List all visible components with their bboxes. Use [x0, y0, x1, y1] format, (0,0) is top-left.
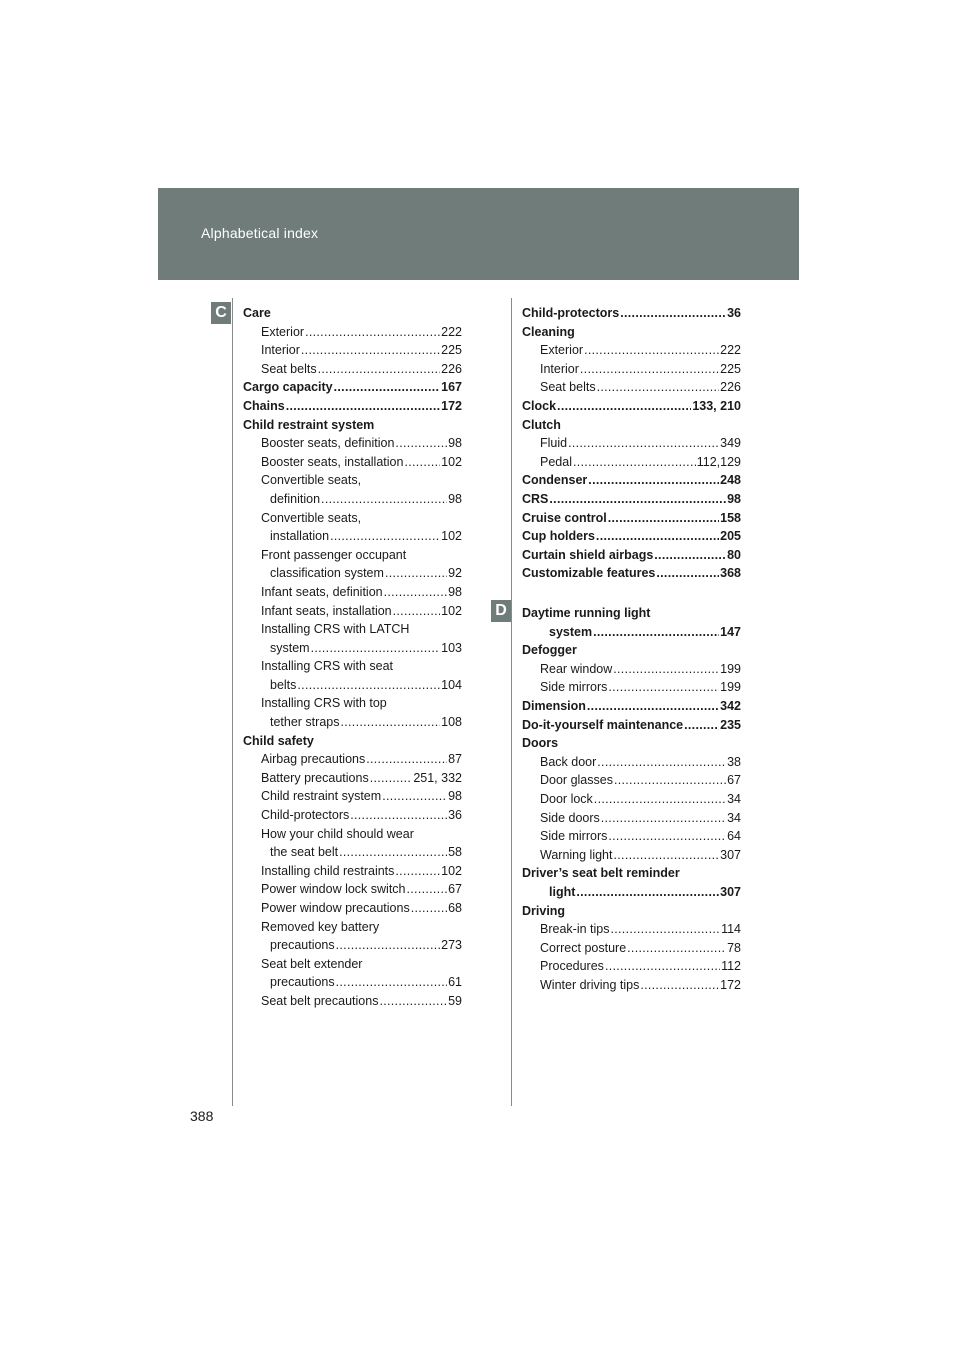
index-entry [243, 769, 462, 788]
dot-leader [395, 862, 440, 881]
index-entry-term: Door lock [540, 791, 593, 806]
index-entry-term: Front passenger occupant [261, 547, 407, 562]
index-entry-page[interactable]: 114 [721, 922, 741, 937]
column-divider-left [232, 298, 233, 1106]
index-entry-page[interactable]: 104 [441, 677, 462, 692]
index-entry-term: Exterior [261, 324, 305, 339]
index-entry-term: Interior [261, 343, 300, 358]
index-entry [522, 697, 741, 716]
index-entry [522, 753, 741, 772]
dot-leader [640, 976, 719, 995]
index-entry-term: Child safety [243, 733, 314, 748]
index-entry-page[interactable]: 199 [720, 661, 741, 676]
index-entry-page[interactable]: 225 [720, 361, 741, 376]
index-entry [522, 453, 741, 472]
dot-leader [370, 769, 413, 788]
index-entry-term: Fluid [540, 436, 568, 451]
index-entry-page[interactable]: 199 [720, 680, 741, 695]
index-entry-page[interactable]: 103 [441, 640, 462, 655]
index-entry [243, 843, 462, 862]
index-entry-page[interactable]: 67 [448, 882, 462, 897]
dot-leader [311, 639, 441, 658]
index-entry [522, 902, 741, 921]
dot-leader [588, 471, 719, 490]
dot-leader [384, 583, 447, 602]
index-entry-page[interactable]: 36 [448, 808, 462, 823]
index-entry [243, 471, 462, 490]
index-entry-page[interactable]: 98 [448, 789, 462, 804]
dot-leader [318, 360, 441, 379]
index-entry-term: How your child should wear [261, 826, 414, 841]
dot-leader [382, 787, 447, 806]
dot-leader [330, 527, 440, 546]
dot-leader [339, 843, 447, 862]
index-entry [243, 918, 462, 937]
index-entry-page[interactable]: 34 [727, 791, 741, 806]
index-entry-term: Break-in tips [540, 922, 610, 937]
index-entry-page[interactable]: 368 [720, 566, 741, 581]
index-entry [243, 676, 462, 695]
index-entry-page[interactable]: 133, 210 [692, 398, 741, 413]
index-entry-term: Do-it-yourself maintenance [522, 717, 684, 732]
dot-leader [610, 920, 720, 939]
dot-leader [654, 546, 726, 565]
section-tab-d: D [491, 600, 511, 622]
index-entry-page[interactable]: 78 [727, 940, 741, 955]
index-entry [243, 323, 462, 342]
dot-leader [395, 434, 447, 453]
index-entry [243, 713, 462, 732]
index-entry [243, 806, 462, 825]
index-entry [243, 416, 462, 435]
index-entry-page[interactable]: 307 [720, 884, 741, 899]
dot-leader [379, 992, 447, 1011]
index-entry [522, 976, 741, 995]
index-entry [243, 602, 462, 621]
index-entry-page[interactable]: 205 [720, 529, 741, 544]
page-number: 388 [190, 1108, 214, 1124]
header-band [158, 188, 799, 280]
index-entry-term: light [549, 884, 576, 899]
index-entry-page[interactable]: 112,129 [696, 454, 741, 469]
index-entry-term: system [270, 640, 310, 655]
index-entry [522, 527, 741, 546]
index-entry-page[interactable]: 68 [448, 901, 462, 915]
index-column-right-d [522, 604, 741, 994]
index-entry [243, 583, 462, 602]
index-entry [243, 304, 462, 323]
dot-leader [305, 323, 440, 342]
index-entry [522, 546, 741, 565]
index-entry-term: Installing CRS with top [261, 696, 387, 711]
index-entry-term: Driving [522, 903, 566, 918]
index-entry-term: Power window precautions [261, 901, 410, 915]
dot-leader [366, 750, 447, 769]
index-entry-term: precautions [270, 975, 335, 990]
dot-leader [350, 806, 447, 825]
index-entry-term: Interior [540, 361, 579, 376]
index-entry-term: Child-protectors [261, 808, 350, 823]
index-entry [243, 434, 462, 453]
index-entry-term: Winter driving tips [540, 977, 640, 992]
index-entry-term: Clock [522, 398, 557, 413]
index-entry [522, 304, 741, 323]
dot-leader [568, 434, 719, 453]
index-entry-page[interactable]: 225 [441, 343, 462, 358]
index-entry [243, 341, 462, 360]
index-entry [522, 434, 741, 453]
index-entry-term: Child-protectors [522, 306, 620, 320]
index-entry-page[interactable]: 98 [727, 491, 741, 506]
index-entry [522, 827, 741, 846]
index-entry [243, 453, 462, 472]
index-entry-term: Convertible seats, [261, 510, 362, 525]
index-entry-page[interactable]: 61 [448, 975, 462, 990]
index-entry-page[interactable]: 36 [727, 306, 741, 320]
index-entry-term: Doors [522, 736, 559, 751]
dot-leader [597, 378, 720, 397]
dot-leader [393, 602, 441, 621]
index-entry-term: Side mirrors [540, 680, 608, 695]
index-entry [522, 660, 741, 679]
index-entry-term: Curtain shield airbags [522, 547, 654, 562]
index-entry-page[interactable]: 251, 332 [413, 770, 462, 785]
index-entry [522, 957, 741, 976]
dot-leader [549, 490, 726, 509]
dot-leader [608, 678, 719, 697]
index-entry-term: Power window lock switch [261, 882, 406, 897]
dot-leader [596, 527, 719, 546]
index-entry [522, 790, 741, 809]
index-entry-term: tether straps [270, 715, 340, 730]
index-entry-page[interactable]: 102 [441, 603, 462, 618]
index-entry-page[interactable]: 98 [448, 584, 462, 599]
index-entry-term: Rear window [540, 661, 613, 676]
index-entry [522, 360, 741, 379]
index-entry-page[interactable]: 158 [720, 510, 741, 525]
dot-leader [336, 936, 441, 955]
index-entry-term: Side mirrors [540, 829, 608, 844]
index-entry-page[interactable]: 108 [441, 715, 462, 730]
index-entry-page[interactable]: 102 [441, 863, 462, 878]
index-entry-term: Cup holders [522, 529, 595, 544]
dot-leader [340, 713, 440, 732]
index-entry-page[interactable]: 92 [448, 566, 462, 581]
index-entry-page[interactable]: 147 [720, 624, 741, 639]
index-entry-term: Child restraint system [243, 417, 375, 432]
index-entry-term: classification system [270, 566, 384, 581]
dot-leader [684, 716, 719, 735]
index-entry-page[interactable]: 102 [441, 454, 462, 469]
dot-leader [597, 753, 726, 772]
index-entry-term: Care [243, 306, 271, 320]
index-entry-term: Seat belts [540, 380, 596, 395]
index-entry-page[interactable]: 98 [448, 491, 462, 506]
index-entry [522, 509, 741, 528]
index-entry [522, 341, 741, 360]
index-entry-term: Booster seats, definition [261, 436, 395, 451]
index-entry [522, 734, 741, 753]
index-entry-term: Installing CRS with LATCH [261, 622, 410, 637]
index-entry-term: precautions [270, 938, 335, 953]
index-entry-page[interactable]: 222 [441, 324, 462, 339]
index-entry [243, 899, 462, 918]
dot-leader [601, 809, 726, 828]
index-entry-term: Side doors [540, 810, 600, 825]
page-header-title: Alphabetical index [201, 225, 319, 241]
index-entry [522, 771, 741, 790]
dot-leader [587, 697, 719, 716]
index-entry [243, 397, 462, 416]
index-entry [243, 936, 462, 955]
index-entry-page[interactable]: 226 [720, 380, 741, 395]
index-entry [522, 716, 741, 735]
index-entry-page[interactable]: 172 [720, 977, 741, 992]
index-entry-term: Condenser [522, 473, 588, 488]
index-entry-term: system [549, 624, 593, 639]
dot-leader [385, 564, 447, 583]
index-entry-page[interactable]: 67 [727, 773, 741, 788]
index-entry-term: Airbag precautions [261, 752, 366, 767]
index-entry [522, 604, 741, 623]
index-entry-page[interactable]: 112 [721, 959, 741, 974]
index-entry-term: Back door [540, 754, 597, 769]
index-entry-term: Booster seats, installation [261, 454, 404, 469]
index-entry-page[interactable]: 167 [441, 380, 462, 395]
index-entry-term: Infant seats, definition [261, 584, 383, 599]
index-entry [243, 639, 462, 658]
index-entry-page[interactable]: 226 [441, 361, 462, 376]
dot-leader [605, 957, 720, 976]
index-entry [243, 527, 462, 546]
index-entry [522, 471, 741, 490]
index-entry [243, 360, 462, 379]
index-entry-page[interactable]: 307 [720, 847, 741, 862]
index-entry-term: Child restraint system [261, 789, 382, 804]
dot-leader [608, 509, 719, 528]
index-entry-term: Cruise control [522, 510, 607, 525]
index-entry-page[interactable]: 64 [727, 829, 741, 844]
index-entry-term: Infant seats, installation [261, 603, 392, 618]
index-entry [243, 825, 462, 844]
index-entry-page[interactable]: 59 [448, 993, 462, 1008]
index-entry-term: Seat belt extender [261, 956, 363, 971]
dot-leader [411, 899, 447, 918]
dot-leader [613, 660, 719, 679]
index-entry [522, 397, 741, 416]
index-entry-term: Installing child restraints [261, 863, 395, 878]
index-entry-term: Clutch [522, 417, 561, 432]
dot-leader [620, 304, 726, 323]
index-entry [243, 787, 462, 806]
index-entry-page[interactable]: 102 [441, 529, 462, 544]
index-entry-page[interactable]: 87 [448, 752, 462, 767]
index-entry-page[interactable]: 248 [720, 473, 741, 488]
index-entry [243, 862, 462, 881]
index-entry-page[interactable]: 98 [448, 436, 462, 451]
index-entry [522, 678, 741, 697]
section-tab-c: C [211, 302, 231, 324]
index-entry-page[interactable]: 58 [448, 845, 462, 860]
dot-leader [404, 453, 440, 472]
dot-leader [573, 453, 696, 472]
index-entry [243, 546, 462, 565]
index-entry-term: Convertible seats, [261, 473, 362, 488]
index-entry-term: Warning light [540, 847, 613, 862]
index-entry [522, 920, 741, 939]
index-entry [522, 641, 741, 660]
index-entry-term: CRS [522, 491, 549, 506]
index-entry-term: definition [270, 491, 321, 506]
index-entry [243, 992, 462, 1011]
index-entry-term: Battery precautions [261, 770, 369, 785]
dot-leader [614, 771, 726, 790]
index-entry [522, 846, 741, 865]
index-entry [522, 809, 741, 828]
index-entry-term: Pedal [540, 454, 572, 469]
index-entry-term: Daytime running light [522, 606, 651, 620]
index-entry-term: Cargo capacity [243, 380, 333, 395]
index-entry [243, 750, 462, 769]
index-entry-term: the seat belt [270, 845, 339, 860]
index-entry-term: Procedures [540, 959, 604, 974]
index-entry [243, 973, 462, 992]
index-entry-page[interactable]: 222 [720, 343, 741, 358]
index-entry-term: Cleaning [522, 324, 575, 339]
index-entry [243, 564, 462, 583]
dot-leader [594, 790, 726, 809]
index-entry [243, 378, 462, 397]
dot-leader [407, 880, 448, 899]
dot-leader [608, 827, 726, 846]
dot-leader [627, 939, 726, 958]
index-entry-term: Driver’s seat belt reminder [522, 866, 680, 881]
index-entry [522, 490, 741, 509]
index-entry [243, 732, 462, 751]
index-entry-term: Installing CRS with seat [261, 659, 394, 674]
index-entry-page[interactable]: 80 [727, 547, 741, 562]
index-entry-term: Defogger [522, 643, 577, 658]
index-entry-page[interactable]: 34 [727, 810, 741, 825]
index-entry [243, 955, 462, 974]
index-entry [522, 939, 741, 958]
index-entry [522, 416, 741, 435]
index-entry-page[interactable]: 349 [720, 436, 741, 451]
dot-leader [334, 378, 441, 397]
dot-leader [557, 397, 691, 416]
index-entry-term: belts [270, 677, 297, 692]
index-entry [243, 620, 462, 639]
index-entry-page[interactable]: 342 [720, 698, 741, 713]
index-entry [243, 509, 462, 528]
index-column-left [243, 304, 462, 1011]
index-entry [243, 657, 462, 676]
dot-leader [580, 360, 719, 379]
dot-leader [321, 490, 447, 509]
index-entry [522, 623, 741, 642]
index-entry-page[interactable]: 172 [441, 398, 462, 413]
column-divider-middle [511, 298, 512, 1106]
dot-leader [593, 623, 719, 642]
index-entry-term: Chains [243, 398, 285, 413]
index-entry-term: Correct posture [540, 940, 627, 955]
index-entry-page[interactable]: 38 [727, 754, 741, 769]
index-entry-page[interactable]: 235 [720, 717, 741, 732]
index-entry [522, 864, 741, 883]
dot-leader [286, 397, 440, 416]
dot-leader [614, 846, 720, 865]
index-entry [522, 564, 741, 583]
index-entry-term: Customizable features [522, 566, 656, 581]
index-entry-term: Dimension [522, 698, 586, 713]
index-entry [522, 883, 741, 902]
dot-leader [301, 341, 440, 360]
dot-leader [336, 973, 447, 992]
index-entry-term: Seat belts [261, 361, 317, 376]
index-entry-page[interactable]: 273 [441, 938, 462, 953]
index-entry [243, 694, 462, 713]
index-entry [522, 378, 741, 397]
index-entry [243, 880, 462, 899]
dot-leader [656, 564, 719, 583]
index-entry-term: Exterior [540, 343, 584, 358]
index-entry [522, 323, 741, 342]
dot-leader [297, 676, 440, 695]
index-column-right-c [522, 304, 741, 583]
index-entry-term: Removed key battery [261, 919, 380, 934]
index-entry-term: installation [270, 529, 330, 544]
index-entry-term: Door glasses [540, 773, 613, 788]
dot-leader [584, 341, 719, 360]
index-entry-term: Seat belt precautions [261, 993, 379, 1008]
dot-leader [576, 883, 719, 902]
index-entry [243, 490, 462, 509]
